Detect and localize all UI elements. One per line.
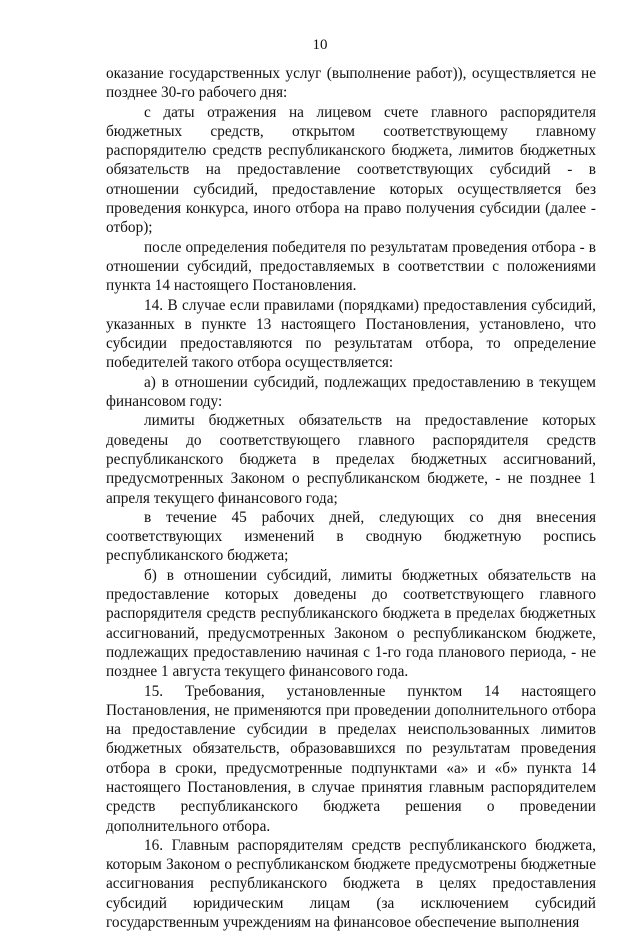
paragraph-limits: лимиты бюджетных обязательств на предоставление которых доведены до соответствующего главного распорядителя средств республиканского бюджета в пределах бюджетных ассигнований, предусмотренных Законом о республиканском бюджете, - не позднее 1 апреля текущего финансового года; [106,412,596,507]
paragraph-item-15: 15. Требования, установленные пунктом 14 настоящего Постановления, не применяются при проведении дополнительного отбора на предоставление субсидии в пределах неиспользованных лимитов бюджетных обязательств, образовавшихся по результатам проведения отбора в сроки, предусмотренные подпунктами «а» и «б» пункта 14 настоящего Постановления, в случае принятия главным распорядителем средств республиканского бюджета решения о проведении дополнительного отбора. [106,682,596,835]
page-number: 10 [312,37,328,53]
paragraph-after-winner: после определения победителя по результатам проведения отбора - в отношении субсидий, предоставляемых в соответствии с положениями пункта 14 настоящего Постановления. [106,238,596,295]
paragraph-subitem-a: а) в отношении субсидий, подлежащих предоставлению в текущем финансовом году: [106,373,596,411]
paragraph-date-reflection: с даты отражения на лицевом счете главного распорядителя бюджетных средств, открытом соответствующему главному распорядителю средств республиканского бюджета, лимитов бюджетных обязательств на предоставление соответствующих субсидий - в отношении субсидий, предоставление которых осуществляется без проведения конкурса, иного отбора на право получения субсидии (далее - отбор); [106,103,596,237]
paragraph-item-16: 16. Главным распорядителям средств республиканского бюджета, которым Законом о республиканском бюджете предусмотрены бюджетные ассигнования республиканского бюджета в целях предоставления субсидий юридическим лицам (за исключением субсидий государственным учреждениям на финансовое обеспечение выполнения [106,836,596,932]
paragraph-subitem-b: б) в отношении субсидий, лимиты бюджетных обязательств на предоставление которых доведены до соответствующего главного распорядителя средств республиканского бюджета в пределах бюджетных ассигнований, предусмотренных Законом о республиканском бюджете, подлежащих предоставлению начиная с 1-го года планового периода, - не позднее 1 августа текущего финансового года. [106,566,596,681]
paragraph-item-14: 14. В случае если правилами (порядками) предоставления субсидий, указанных в пункте 13 настоящего Постановления, установлено, что субсидии предоставляются по результатам отбора, то определение победителей такого отбора осуществляется: [106,296,596,372]
paragraph-45-days: в течение 45 рабочих дней, следующих со дня внесения соответствующих изменений в сводную бюджетную роспись республиканского бюджета; [106,508,596,565]
document-body [106,64,596,932]
paragraph-continuation: оказание государственных услуг (выполнение работ)), осуществляется не позднее 30-го рабочего дня: [106,65,596,102]
